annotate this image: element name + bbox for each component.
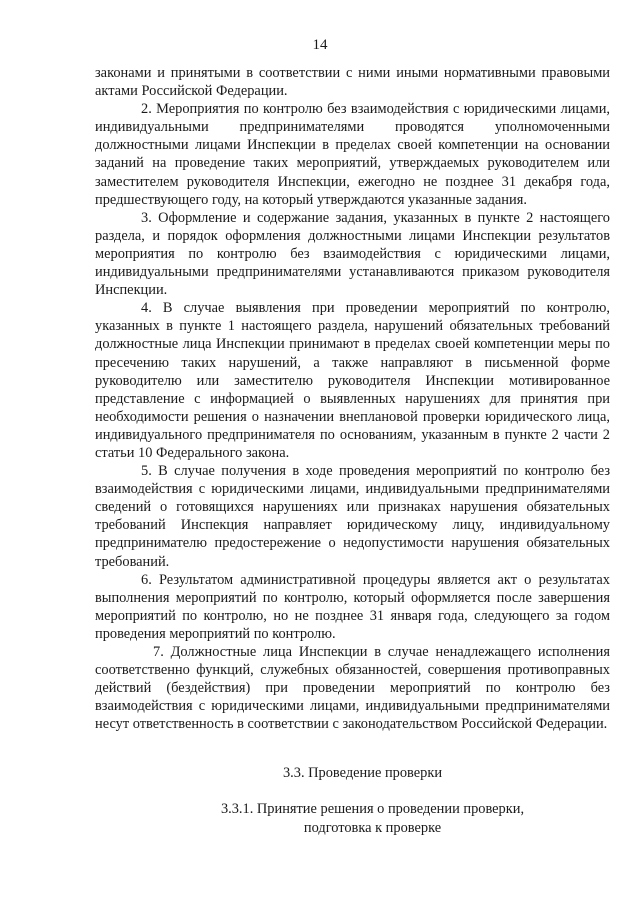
subsection-heading-line-1: 3.3.1. Принятие решения о проведении проверки,: [220, 801, 525, 817]
paragraph-item-3: 3. Оформление и содержание задания, указанных в пункте 2 настоящего раздела, и порядок оформления должностными лицами Инспекции результатов мероприятия по контролю без взаимодействия с юридическими лицами, индивидуальными предпринимателями устанавливаются приказом руководителя Инспекции.: [95, 209, 610, 299]
section-heading: 3.3. Проведение проверки: [282, 765, 443, 781]
paragraph-item-2: 2. Мероприятия по контролю без взаимодействия с юридическими лицами, индивидуальными предпринимателями проводятся уполномоченными должностными лицами Инспекции в пределах своей компетенции на основании заданий на проведение таких мероприятий, утверждаемых руководителем или заместителем руководителя Инспекции, ежегодно не позднее 31 декабря года, предшествующего году, на который утверждаются указанные задания.: [95, 101, 610, 208]
document-body: [95, 64, 610, 733]
paragraph-item-7: 7. Должностные лица Инспекции в случае ненадлежащего исполнения соответственно функций, служебных обязанностей, совершения противоправных действий (бездействия) при проведении мероприятий по контролю без взаимодействия с юридическими лицами, индивидуальными предпринимателями несут ответственность в соответствии с законодательством Российской Федерации.: [95, 644, 610, 733]
paragraph-item-6: 6. Результатом административной процедуры является акт о результатах выполнения мероприятий по контролю, который оформляется после завершения мероприятий по контролю, но не позднее 31 января года, следующего за годом проведения мероприятий по контролю.: [95, 571, 610, 642]
subsection-heading: [95, 800, 610, 837]
paragraph-item-5: 5. В случае получения в ходе проведения мероприятий по контролю без взаимодействия с юридическими лицами, индивидуальными предпринимателями сведений о готовящихся нарушениях или признаках нарушения обязательных требований Инспекция направляет юридическому лицу, индивидуальному предпринимателю предостережение о недопустимости нарушения обязательных требований.: [95, 463, 610, 570]
paragraph-continuation: законами и принятыми в соответствии с ними иными нормативными правовыми актами Российской Федерации.: [95, 65, 610, 100]
subsection-heading-line-2: подготовка к проверке: [303, 819, 442, 836]
paragraph-item-4: 4. В случае выявления при проведении мероприятий по контролю, указанных в пункте 1 настоящего раздела, нарушений обязательных требований должностные лица Инспекции принимают в пределах своей компетенции меры по пресечению таких нарушений, а также направляют в письменной форме руководителю или заместителю руководителя Инспекции мотивированное представление с информацией о выявленных нарушениях для принятия при необходимости решения о назначении внеплановой проверки юридического лица, индивидуального предпринимателя по основаниям, указанным в пункте 2 части 2 статьи 10 Федерального закона.: [95, 300, 610, 461]
page-number: 14: [312, 37, 328, 53]
